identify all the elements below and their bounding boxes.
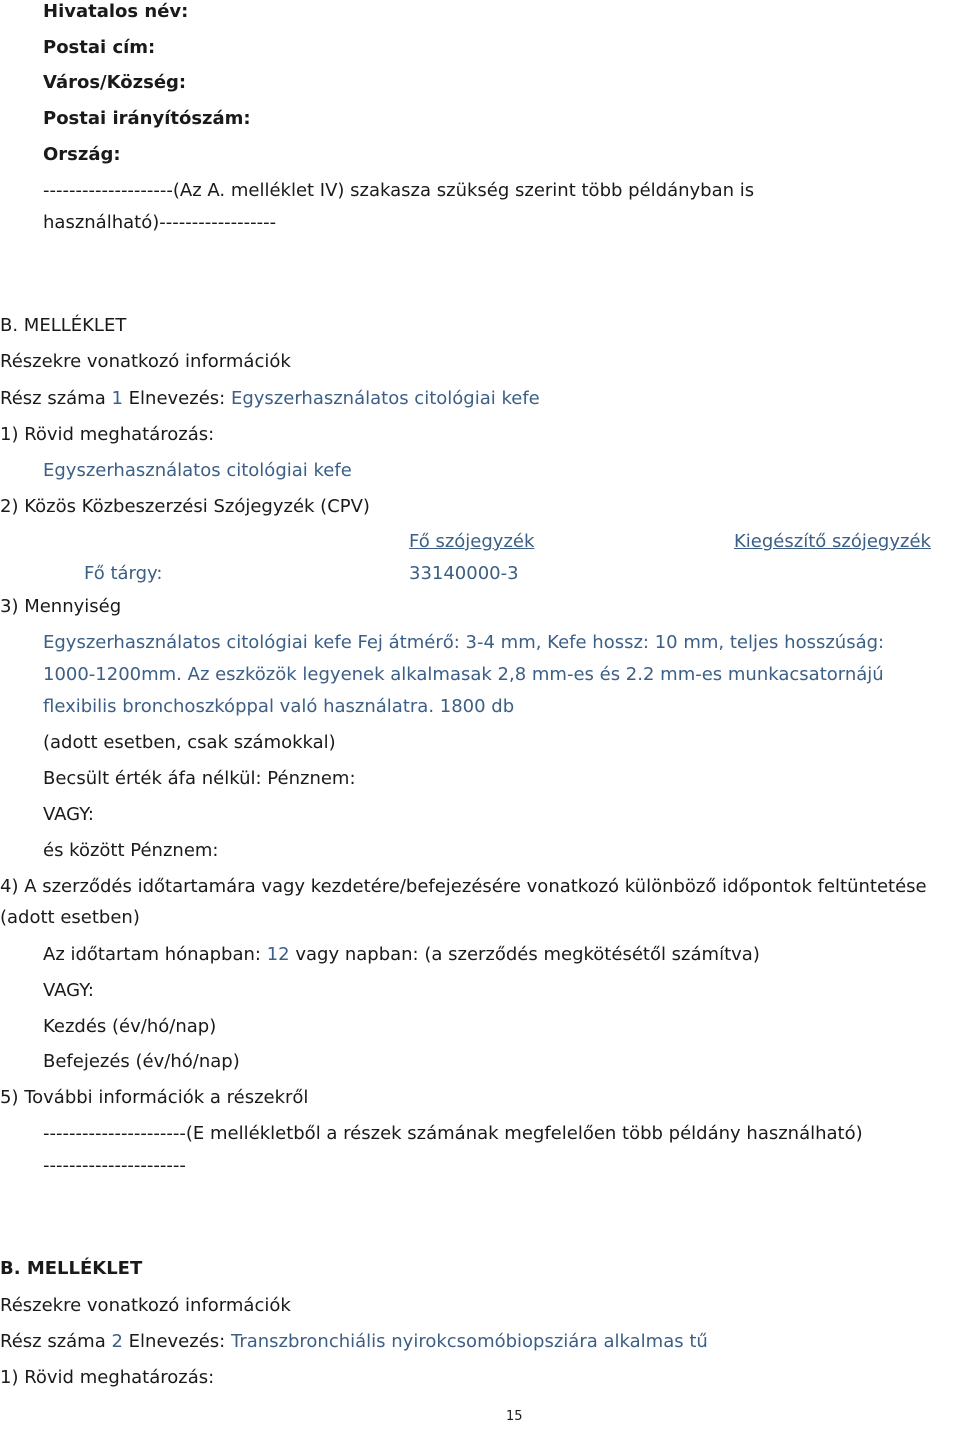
part-number-value: 1 <box>111 388 123 409</box>
cpv-main-header: Fő szójegyzék <box>409 531 535 552</box>
additional-info-label: 5) További információk a részekről <box>0 1087 309 1108</box>
cpv-label: 2) Közös Közbeszerzési Szójegyzék (CPV) <box>0 496 370 517</box>
part-number-label: Rész száma <box>0 1331 106 1352</box>
part-name-value: Egyszerhasználatos citológiai kefe <box>230 388 540 409</box>
annex1-part-line <box>0 387 540 411</box>
short-definition-label: 1) Rövid meghatározás: <box>0 424 215 445</box>
if-applicable-note: (adott esetben, csak számokkal) <box>43 732 336 753</box>
annex2-part-line <box>0 1330 708 1354</box>
part-number-label: Rész száma <box>0 388 106 409</box>
or-label-1: VAGY: <box>43 804 94 825</box>
annex2-short-definition-label: 1) Rövid meghatározás: <box>0 1367 215 1388</box>
duration-heading-line1: 4) A szerződés időtartamára vagy kezdetére/befejezésére vonatkozó különböző időpontok feltüntetése <box>0 876 927 897</box>
quantity-text-line1: Egyszerhasználatos citológiai kefe Fej átmérő: 3-4 mm, Kefe hossz: 10 mm, teljes hosszúság: <box>43 632 885 653</box>
contact-note-line2: használható)------------------ <box>43 212 277 233</box>
start-date-label: Kezdés (év/hó/nap) <box>43 1016 217 1037</box>
duration-months-value: 12 <box>266 944 290 965</box>
cpv-supplementary-header: Kiegészítő szójegyzék <box>734 531 931 552</box>
duration-months-label: Az időtartam hónapban: <box>43 944 261 965</box>
country-label: Ország: <box>43 144 121 165</box>
or-label-2: VAGY: <box>43 980 94 1001</box>
duration-days-text: vagy napban: (a szerződés megkötésétől számítva) <box>295 944 760 965</box>
page-number: 15 <box>506 1409 523 1424</box>
part-number-value: 2 <box>111 1331 123 1352</box>
between-label: és között Pénznem: <box>43 840 219 861</box>
city-label: Város/Község: <box>43 72 187 93</box>
part-name-value: Transzbronchiális nyirokcsomóbiopsziára alkalmas tű <box>230 1331 708 1352</box>
annex2-subheading: Részekre vonatkozó információk <box>0 1295 291 1316</box>
short-definition-value: Egyszerhasználatos citológiai kefe <box>43 460 352 481</box>
end-date-label: Befejezés (év/hó/nap) <box>43 1051 240 1072</box>
estimated-value-label: Becsült érték áfa nélkül: Pénznem: <box>43 768 356 789</box>
official-name-label: Hivatalos név: <box>43 1 189 22</box>
main-subject-label: Fő tárgy: <box>84 563 163 584</box>
part-name-label: Elnevezés: <box>128 388 226 409</box>
main-subject-cpv-code: 33140000-3 <box>409 563 519 584</box>
postal-code-label: Postai irányítószám: <box>43 108 251 129</box>
quantity-label: 3) Mennyiség <box>0 596 122 617</box>
duration-heading-line2: (adott esetben) <box>0 907 140 928</box>
annex2-heading: B. MELLÉKLET <box>0 1258 143 1279</box>
postal-address-label: Postai cím: <box>43 37 156 58</box>
annex1-subheading: Részekre vonatkozó információk <box>0 351 291 372</box>
quantity-text-line2: 1000-1200mm. Az eszközök legyenek alkalmasak 2,8 mm-es és 2.2 mm-es munkacsatornájú <box>43 664 884 685</box>
separator-note-line1: ----------------------(E mellékletből a részek számának megfelelően több példány használható) <box>43 1123 863 1144</box>
duration-line <box>43 943 760 967</box>
quantity-text-line3: flexibilis bronchoszkóppal való használatra. 1800 db <box>43 696 515 717</box>
separator-note-line2: ---------------------- <box>43 1155 186 1176</box>
contact-note-line1: --------------------(Az A. melléklet IV) szakasza szükség szerint több példányban is <box>43 180 755 201</box>
annex1-heading: B. MELLÉKLET <box>0 315 127 336</box>
part-name-label: Elnevezés: <box>128 1331 226 1352</box>
